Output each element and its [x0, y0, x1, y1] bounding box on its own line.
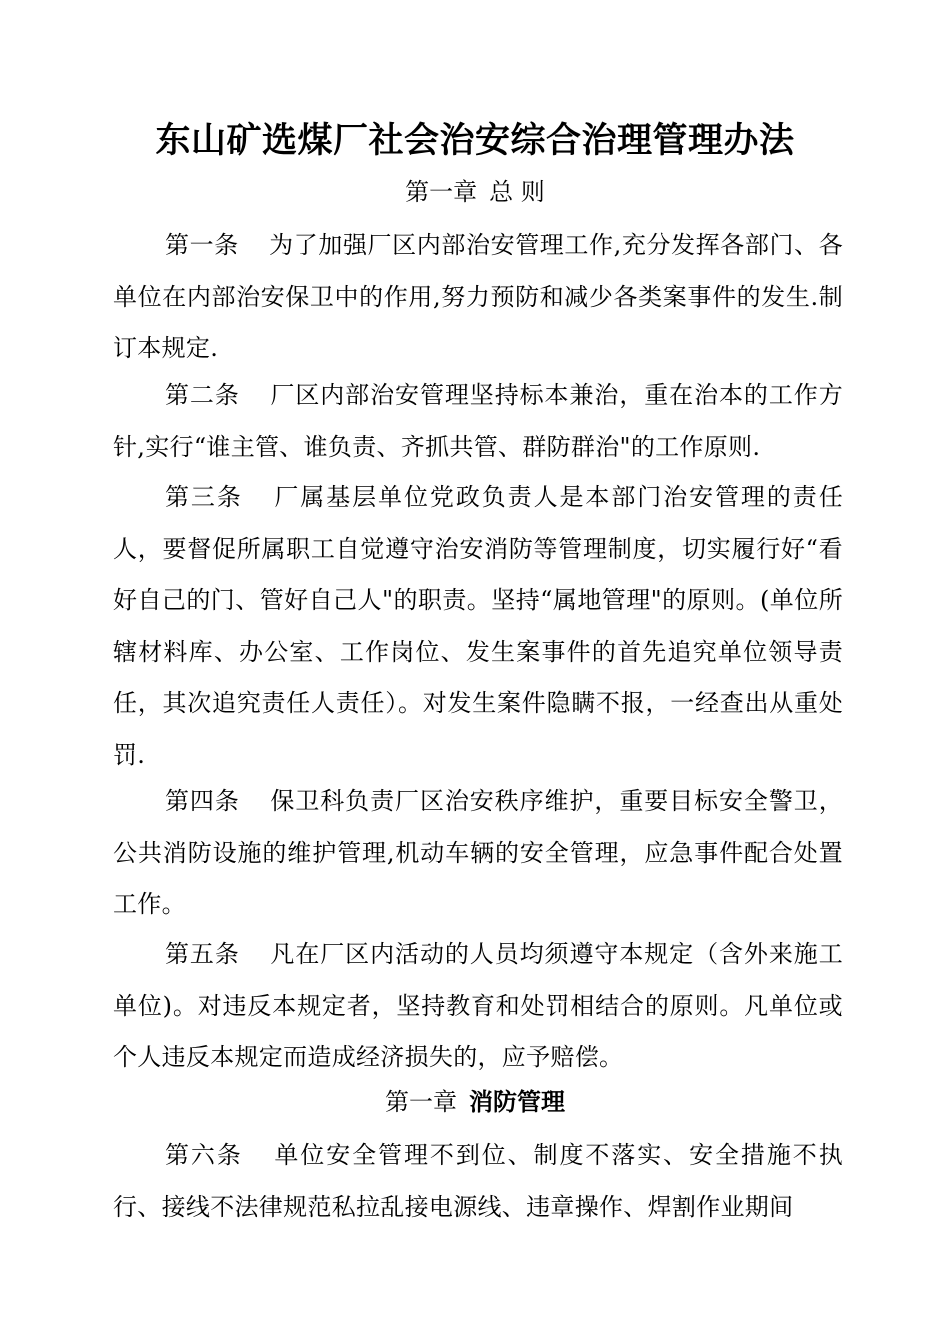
article-1	[113, 220, 843, 375]
chapter-prefix: 第一章	[385, 1088, 457, 1116]
article-text: 厂属基层单位党政负责人是本部门治安管理的责任人，要督促所属职工自觉遵守治安消防等管理制度，切实履行好“看好自己的门、管好自己人"的职责。坚持“属地管理"的原则。(单位所辖材料库、办公室、工作岗位、发生案事件的首先追究单位领导责任，其次追究责任人责任）。对发生案件隐瞒不报，一经查出从重处罚.	[113, 483, 843, 769]
article-5	[113, 929, 843, 1084]
article-text: 保卫科负责厂区治安秩序维护，重要目标安全警卫，公共消防设施的维护管理,机动车辆的安全管理，应急事件配合处置工作。	[113, 787, 843, 918]
article-number: 第四条	[165, 787, 240, 815]
document-title: 东山矿选煤厂社会治安综合治理管理办法	[155, 120, 795, 161]
article-3	[113, 472, 843, 781]
article-4	[113, 776, 843, 931]
article-number: 第一条	[165, 231, 239, 259]
chapter-name: 总 则	[489, 178, 545, 206]
chapter-heading-general	[0, 172, 950, 212]
article-text: 单位安全管理不到位、制度不落实、安全措施不执行、接线不法律规范私拉乱接电源线、违章操作、焊割作业期间	[113, 1141, 843, 1221]
article-number: 第三条	[165, 483, 243, 511]
article-2	[113, 370, 843, 473]
article-text: 为了加强厂区内部治安管理工作,充分发挥各部门、各单位在内部治安保卫中的作用,努力预防和减少各类案事件的发生.制订本规定.	[113, 231, 844, 362]
article-text: 凡在厂区内活动的人员均须遵守本规定（含外来施工单位)。对违反本规定者，坚持教育和处罚相结合的原则。凡单位或个人违反本规定而造成经济损失的，应予赔偿。	[113, 940, 843, 1071]
article-number: 第五条	[165, 940, 240, 968]
chapter-prefix: 第一章	[405, 178, 478, 206]
article-6	[113, 1130, 843, 1233]
chapter-name: 消防管理	[469, 1087, 565, 1116]
chapter-heading-fire-management	[0, 1082, 950, 1122]
article-number: 第二条	[165, 381, 240, 409]
article-text: 厂区内部治安管理坚持标本兼治，重在治本的工作方针,实行“谁主管、谁负责、齐抓共管、群防群治"的工作原则.	[113, 381, 843, 461]
article-number: 第六条	[165, 1141, 243, 1169]
